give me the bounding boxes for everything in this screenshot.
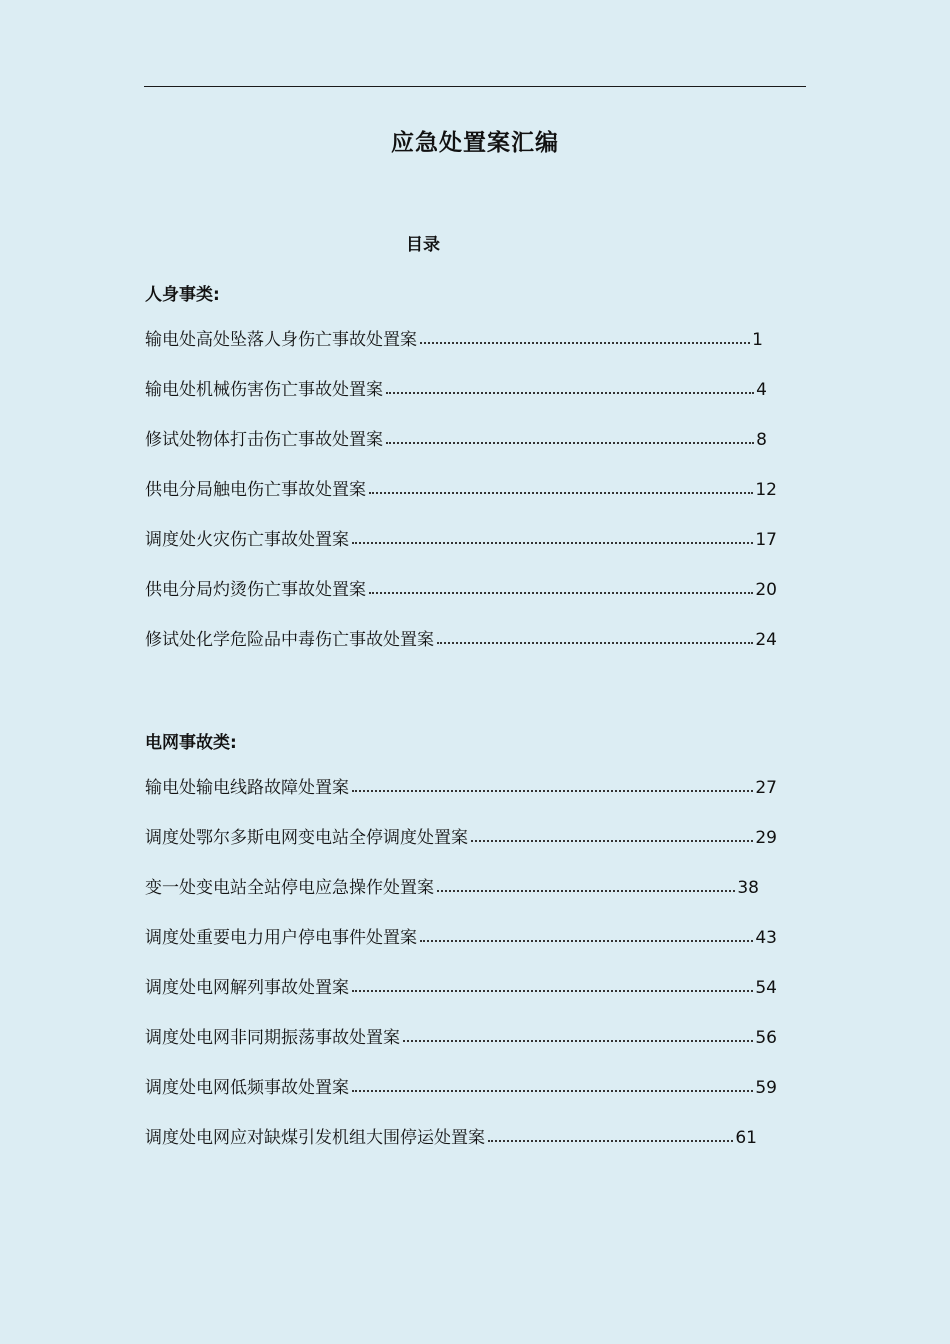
toc-entry-title: 修试处物体打击伤亡事故处置案 [145,430,383,450]
dot-leader [420,342,750,344]
dot-leader [352,542,753,544]
dot-leader [386,392,754,394]
toc-entry[interactable] [145,478,777,502]
toc-entry-title: 变一处变电站全站停电应急操作处置案 [145,878,434,898]
toc-entry[interactable] [145,428,767,452]
toc-entry[interactable] [145,628,777,652]
toc-entry[interactable] [145,826,777,850]
toc-entry[interactable] [145,926,777,950]
dot-leader [437,642,753,644]
toc-entry-title: 修试处化学危险品中毒伤亡事故处置案 [145,630,434,650]
toc-entry-title: 调度处火灾伤亡事故处置案 [145,530,349,550]
dot-leader [386,442,754,444]
toc-entry-title: 调度处鄂尔多斯电网变电站全停调度处置案 [145,828,468,848]
header-rule [144,86,806,87]
toc-entry-page: 4 [756,380,767,400]
toc-entry-page: 27 [755,778,777,798]
toc-entry[interactable] [145,976,777,1000]
toc-entry[interactable] [145,578,777,602]
toc-entry-title: 供电分局灼烫伤亡事故处置案 [145,580,366,600]
toc-entry-page: 56 [755,1028,777,1048]
toc-entry-page: 61 [735,1128,757,1148]
toc-entry[interactable] [145,1076,777,1100]
toc-entry[interactable] [145,528,777,552]
toc-heading: 目录 [406,235,440,255]
toc-entry-page: 8 [756,430,767,450]
dot-leader [471,840,753,842]
toc-entry-page: 29 [755,828,777,848]
document-title: 应急处置案汇编 [391,130,559,156]
toc-entry[interactable] [145,1026,777,1050]
toc-entry-title: 供电分局触电伤亡事故处置案 [145,480,366,500]
toc-entry[interactable] [145,378,767,402]
toc-entry-title: 调度处电网应对缺煤引发机组大围停运处置案 [145,1128,485,1148]
dot-leader [420,940,753,942]
toc-entry[interactable] [145,776,777,800]
toc-entry-title: 调度处电网非同期振荡事故处置案 [145,1028,400,1048]
toc-entry-page: 1 [752,330,763,350]
dot-leader [437,890,735,892]
toc-entry-page: 43 [755,928,777,948]
dot-leader [403,1040,753,1042]
toc-entry-page: 59 [755,1078,777,1098]
toc-entry-title: 输电处输电线路故障处置案 [145,778,349,798]
toc-entry-page: 38 [737,878,759,898]
toc-entry-title: 调度处电网低频事故处置案 [145,1078,349,1098]
toc-entry-page: 54 [755,978,777,998]
dot-leader [488,1140,733,1142]
toc-entry-title: 调度处重要电力用户停电事件处置案 [145,928,417,948]
dot-leader [369,492,753,494]
section-heading-grid: 电网事故类: [145,733,237,753]
toc-entry-page: 17 [755,530,777,550]
toc-entry-title: 调度处电网解列事故处置案 [145,978,349,998]
toc-entry[interactable] [145,328,763,352]
toc-entry-title: 输电处高处坠落人身伤亡事故处置案 [145,330,417,350]
dot-leader [352,790,753,792]
dot-leader [369,592,753,594]
toc-entry[interactable] [145,876,759,900]
section-heading-personal: 人身事类: [145,285,220,305]
toc-entry-page: 20 [755,580,777,600]
dot-leader [352,1090,753,1092]
toc-entry[interactable] [145,1126,757,1150]
toc-entry-title: 输电处机械伤害伤亡事故处置案 [145,380,383,400]
toc-entry-page: 24 [755,630,777,650]
dot-leader [352,990,753,992]
toc-entry-page: 12 [755,480,777,500]
